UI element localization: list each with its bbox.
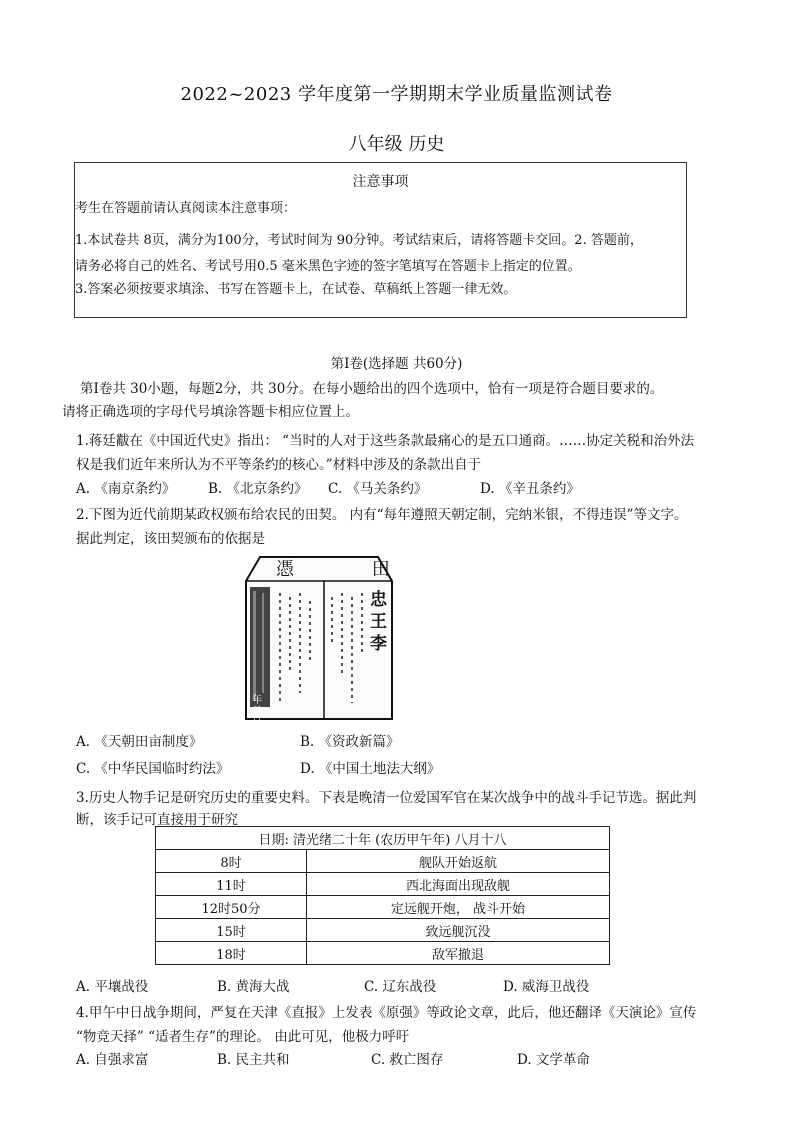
table-row (156, 942, 610, 965)
q1-option-b: B. 《北京条约》 (208, 481, 308, 497)
q2-option-c: C. 《中华民国临时约法》 (76, 761, 230, 777)
q4-option-a: A. 自强求富 (76, 1052, 149, 1068)
time-cell: 15时 (156, 919, 307, 942)
time-cell: 18时 (156, 942, 307, 965)
section-intro: 请将正确选项的字母代号填涂答题卡相应位置上。 (62, 404, 359, 420)
table-row (156, 919, 610, 942)
q2-option-a: A. 《天朝田亩制度》 (76, 734, 203, 750)
event-cell: 敌军撤退 (307, 942, 610, 965)
notice-heading: 注意事项 (352, 174, 409, 190)
battle-notes-table (155, 826, 610, 965)
deed-top-text: 憑 田 (276, 559, 426, 580)
event-cell: 西北海面出现敌舰 (307, 873, 610, 896)
q2-option-b: B. 《资政新篇》 (300, 734, 400, 750)
question-1-text: 权是我们近年来所认为不平等条约的核心。”材料中涉及的条款出自于 (76, 457, 482, 473)
notice-line: 3.答案必须按要求填涂、书写在答题卡上，在试卷、草稿纸上答题一律无效。 (75, 282, 517, 297)
q1-option-c: C. 《马关条约》 (328, 481, 428, 497)
exam-subtitle: 八年级 历史 (348, 134, 445, 155)
deed-footer-text: 年 月 日 (252, 695, 262, 728)
question-3-text: 断，该手记可直接用于研究 (76, 812, 238, 828)
table-row (156, 896, 610, 919)
table-row (156, 873, 610, 896)
q2-option-d: D. 《中国土地法大纲》 (300, 761, 441, 777)
notice-line: 请务必将自己的姓名、考试号用0.5 毫米黑色字迹的签字笔填写在答题卡上指定的位置。 (75, 259, 581, 274)
notice-line: 1.本试卷共 8页，满分为100分，考试时间为 90分钟。考试结束后，请将答题卡交回。2. 答题前， (75, 233, 643, 248)
q1-option-a: A. 《南京条约》 (76, 481, 176, 497)
q3-option-d: D. 威海卫战役 (503, 979, 590, 995)
question-4-text: “物竞天择” “适者生存”的理论。 由此可见，他极力呼吁 (76, 1029, 410, 1045)
q3-option-b: B. 黄海大战 (217, 979, 290, 995)
question-3-text: 3.历史人物手记是研究历史的重要史料。下表是晚清一位爱国军官在某次战争中的战斗手记节选。据此判 (76, 790, 697, 806)
event-cell: 定远舰开炮， 战斗开始 (307, 896, 610, 919)
deed-side-text: 忠王李 (370, 590, 387, 654)
section-heading: 第Ⅰ卷(选择题 共60分) (330, 356, 463, 372)
q3-option-a: A. 平壤战役 (76, 979, 149, 995)
event-cell: 舰队开始返航 (307, 850, 610, 873)
time-cell: 8时 (156, 850, 307, 873)
q4-option-b: B. 民主共和 (217, 1052, 290, 1068)
question-2-text: 2.下图为近代前期某政权颁布给农民的田契。 内有“每年遵照天朝定制，完纳米银，不得违误”等文字。 (76, 507, 688, 523)
q3-option-c: C. 辽东战役 (364, 979, 437, 995)
event-cell: 致远舰沉没 (307, 919, 610, 942)
question-1-text: 1.蒋廷黻在《中国近代史》指出： “当时的人对于这些条款最痛心的是五口通商。……协定关税和治外法 (76, 433, 695, 449)
notice-line: 考生在答题前请认真阅读本注意事项： (75, 201, 297, 216)
time-cell: 11时 (156, 873, 307, 896)
exam-title: 2022~2023 学年度第一学期期末学业质量监测试卷 (180, 84, 613, 105)
section-intro: 第Ⅰ卷共 30小题，每题2分，共 30分。在每小题给出的四个选项中，恰有一项是符合题目要求的。 (80, 381, 664, 397)
question-2-text: 据此判定，该田契颁布的依据是 (76, 531, 265, 547)
q4-option-c: C. 救亡图存 (371, 1052, 444, 1068)
land-deed-image (236, 553, 426, 728)
q4-option-d: D. 文学革命 (517, 1052, 590, 1068)
question-4-text: 4.甲午中日战争期间，严复在天津《直报》上发表《原强》等政论文章，此后，他还翻译《天演论》宣传 (76, 1005, 697, 1021)
table-header-row (156, 827, 610, 850)
q1-option-d: D. 《辛丑条约》 (480, 481, 580, 497)
time-cell: 12时50分 (156, 896, 307, 919)
table-header-cell: 日期: 清光绪二十年 (农历甲午年) 八月十八 (156, 827, 610, 850)
notice-box (74, 162, 687, 318)
table-row (156, 850, 610, 873)
